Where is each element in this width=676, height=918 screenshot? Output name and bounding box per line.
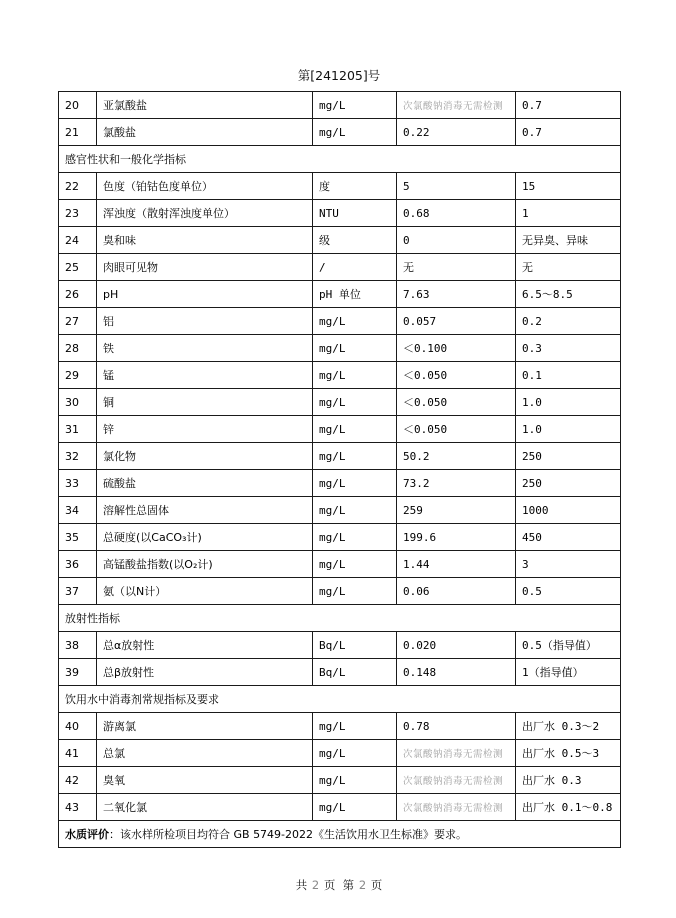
cell-value: ＜0.050 bbox=[397, 416, 516, 443]
cell-value: 1.44 bbox=[397, 551, 516, 578]
table-row bbox=[59, 767, 621, 794]
cell-no: 37 bbox=[59, 578, 97, 605]
cell-limit: 1.0 bbox=[516, 416, 621, 443]
cell-limit: 6.5～8.5 bbox=[516, 281, 621, 308]
table-row bbox=[59, 578, 621, 605]
cell-value: 0.68 bbox=[397, 200, 516, 227]
cell-limit: 出厂水 0.1～0.8 bbox=[516, 794, 621, 821]
cell-limit: 0.7 bbox=[516, 92, 621, 119]
table-row bbox=[59, 524, 621, 551]
cell-no: 41 bbox=[59, 740, 97, 767]
cell-limit: 1（指导值） bbox=[516, 659, 621, 686]
footer-current-label: 第 bbox=[342, 878, 355, 892]
table-row bbox=[59, 335, 621, 362]
cell-no: 30 bbox=[59, 389, 97, 416]
cell-value: 0.22 bbox=[397, 119, 516, 146]
cell-value: 0.020 bbox=[397, 632, 516, 659]
cell-name: 浑浊度（散射浑浊度单位） bbox=[97, 200, 313, 227]
cell-name: 总硬度(以CaCO₃计) bbox=[97, 524, 313, 551]
cell-name: 铝 bbox=[97, 308, 313, 335]
cell-value: 次氯酸钠消毒无需检测 bbox=[397, 740, 516, 767]
cell-limit: 出厂水 0.3 bbox=[516, 767, 621, 794]
cell-name: 锰 bbox=[97, 362, 313, 389]
section-row bbox=[59, 605, 621, 632]
cell-value: ＜0.050 bbox=[397, 362, 516, 389]
cell-no: 40 bbox=[59, 713, 97, 740]
footer-current-unit: 页 bbox=[370, 878, 383, 892]
cell-unit: mg/L bbox=[313, 497, 397, 524]
cell-name: 铜 bbox=[97, 389, 313, 416]
cell-value: ＜0.050 bbox=[397, 389, 516, 416]
cell-unit: mg/L bbox=[313, 794, 397, 821]
section-header: 感官性状和一般化学指标 bbox=[59, 146, 621, 173]
cell-name: 氯化物 bbox=[97, 443, 313, 470]
section-header: 放射性指标 bbox=[59, 605, 621, 632]
cell-value: 0 bbox=[397, 227, 516, 254]
cell-no: 43 bbox=[59, 794, 97, 821]
table-row bbox=[59, 416, 621, 443]
cell-name: 二氧化氯 bbox=[97, 794, 313, 821]
cell-no: 36 bbox=[59, 551, 97, 578]
cell-no: 42 bbox=[59, 767, 97, 794]
report-number: 第[241205]号 bbox=[297, 68, 381, 83]
evaluation-text: ：该水样所检项目均符合 GB 5749-2022《生活饮用水卫生标准》要求。 bbox=[109, 828, 468, 841]
cell-limit: 0.7 bbox=[516, 119, 621, 146]
cell-unit: mg/L bbox=[313, 767, 397, 794]
table-row bbox=[59, 308, 621, 335]
cell-no: 34 bbox=[59, 497, 97, 524]
cell-unit: Bq/L bbox=[313, 659, 397, 686]
cell-no: 29 bbox=[59, 362, 97, 389]
cell-limit: 0.2 bbox=[516, 308, 621, 335]
cell-unit: / bbox=[313, 254, 397, 281]
cell-value: 0.06 bbox=[397, 578, 516, 605]
cell-unit: Bq/L bbox=[313, 632, 397, 659]
table-row bbox=[59, 497, 621, 524]
table-row bbox=[59, 200, 621, 227]
table-row bbox=[59, 470, 621, 497]
cell-value: 5 bbox=[397, 173, 516, 200]
cell-unit: mg/L bbox=[313, 92, 397, 119]
cell-limit: 0.1 bbox=[516, 362, 621, 389]
cell-value: 7.63 bbox=[397, 281, 516, 308]
cell-no: 23 bbox=[59, 200, 97, 227]
table-row bbox=[59, 794, 621, 821]
table-row bbox=[59, 389, 621, 416]
cell-no: 27 bbox=[59, 308, 97, 335]
cell-unit: mg/L bbox=[313, 470, 397, 497]
cell-limit: 无异臭、异味 bbox=[516, 227, 621, 254]
cell-name: 游离氯 bbox=[97, 713, 313, 740]
cell-unit: mg/L bbox=[313, 119, 397, 146]
cell-unit: mg/L bbox=[313, 416, 397, 443]
cell-limit: 1 bbox=[516, 200, 621, 227]
results-table-body bbox=[59, 92, 621, 848]
table-row bbox=[59, 173, 621, 200]
cell-limit: 3 bbox=[516, 551, 621, 578]
cell-no: 35 bbox=[59, 524, 97, 551]
cell-name: 锌 bbox=[97, 416, 313, 443]
cell-name: 氯酸盐 bbox=[97, 119, 313, 146]
section-row bbox=[59, 146, 621, 173]
cell-no: 20 bbox=[59, 92, 97, 119]
cell-unit: mg/L bbox=[313, 740, 397, 767]
cell-no: 38 bbox=[59, 632, 97, 659]
cell-no: 28 bbox=[59, 335, 97, 362]
cell-unit: mg/L bbox=[313, 389, 397, 416]
cell-name: 肉眼可见物 bbox=[97, 254, 313, 281]
table-row bbox=[59, 713, 621, 740]
cell-value: 0.148 bbox=[397, 659, 516, 686]
table-row bbox=[59, 362, 621, 389]
cell-limit: 出厂水 0.3～2 bbox=[516, 713, 621, 740]
cell-unit: 级 bbox=[313, 227, 397, 254]
results-table bbox=[58, 91, 621, 848]
table-row bbox=[59, 227, 621, 254]
table-row bbox=[59, 659, 621, 686]
cell-unit: pH 单位 bbox=[313, 281, 397, 308]
cell-value: 50.2 bbox=[397, 443, 516, 470]
cell-no: 25 bbox=[59, 254, 97, 281]
table-row bbox=[59, 551, 621, 578]
cell-value: 259 bbox=[397, 497, 516, 524]
cell-limit: 0.3 bbox=[516, 335, 621, 362]
cell-name: 总β放射性 bbox=[97, 659, 313, 686]
cell-unit: 度 bbox=[313, 173, 397, 200]
footer-current-page: 2 bbox=[358, 878, 367, 892]
cell-unit: mg/L bbox=[313, 335, 397, 362]
table-row bbox=[59, 281, 621, 308]
cell-value: 次氯酸钠消毒无需检测 bbox=[397, 92, 516, 119]
cell-name: 氨（以N计） bbox=[97, 578, 313, 605]
table-row bbox=[59, 92, 621, 119]
cell-value: 73.2 bbox=[397, 470, 516, 497]
cell-value: 0.78 bbox=[397, 713, 516, 740]
cell-name: 总氯 bbox=[97, 740, 313, 767]
cell-value: 199.6 bbox=[397, 524, 516, 551]
cell-limit: 无 bbox=[516, 254, 621, 281]
cell-limit: 0.5 bbox=[516, 578, 621, 605]
cell-limit: 0.5（指导值） bbox=[516, 632, 621, 659]
cell-unit: NTU bbox=[313, 200, 397, 227]
table-row bbox=[59, 254, 621, 281]
cell-unit: mg/L bbox=[313, 308, 397, 335]
evaluation-cell bbox=[59, 821, 621, 848]
cell-name: 硫酸盐 bbox=[97, 470, 313, 497]
table-row bbox=[59, 632, 621, 659]
cell-unit: mg/L bbox=[313, 524, 397, 551]
footer-total-unit: 页 bbox=[323, 878, 336, 892]
cell-name: 总α放射性 bbox=[97, 632, 313, 659]
cell-limit: 出厂水 0.5～3 bbox=[516, 740, 621, 767]
cell-name: 铁 bbox=[97, 335, 313, 362]
cell-limit: 450 bbox=[516, 524, 621, 551]
cell-no: 22 bbox=[59, 173, 97, 200]
cell-limit: 15 bbox=[516, 173, 621, 200]
cell-name: pH bbox=[97, 281, 313, 308]
cell-no: 33 bbox=[59, 470, 97, 497]
cell-limit: 250 bbox=[516, 443, 621, 470]
cell-value: 次氯酸钠消毒无需检测 bbox=[397, 767, 516, 794]
cell-name: 高锰酸盐指数(以O₂计) bbox=[97, 551, 313, 578]
cell-name: 臭和味 bbox=[97, 227, 313, 254]
cell-no: 24 bbox=[59, 227, 97, 254]
section-row bbox=[59, 686, 621, 713]
page-footer bbox=[58, 877, 620, 893]
cell-no: 26 bbox=[59, 281, 97, 308]
section-header: 饮用水中消毒剂常规指标及要求 bbox=[59, 686, 621, 713]
cell-unit: mg/L bbox=[313, 578, 397, 605]
evaluation-row bbox=[59, 821, 621, 848]
cell-limit: 250 bbox=[516, 470, 621, 497]
cell-no: 39 bbox=[59, 659, 97, 686]
cell-name: 色度（铂钴色度单位） bbox=[97, 173, 313, 200]
cell-no: 21 bbox=[59, 119, 97, 146]
table-row bbox=[59, 119, 621, 146]
cell-name: 溶解性总固体 bbox=[97, 497, 313, 524]
cell-value: ＜0.100 bbox=[397, 335, 516, 362]
cell-unit: mg/L bbox=[313, 551, 397, 578]
cell-name: 臭氧 bbox=[97, 767, 313, 794]
cell-limit: 1.0 bbox=[516, 389, 621, 416]
cell-unit: mg/L bbox=[313, 443, 397, 470]
table-row bbox=[59, 443, 621, 470]
cell-no: 32 bbox=[59, 443, 97, 470]
cell-no: 31 bbox=[59, 416, 97, 443]
cell-value: 0.057 bbox=[397, 308, 516, 335]
cell-value: 无 bbox=[397, 254, 516, 281]
cell-unit: mg/L bbox=[313, 362, 397, 389]
cell-value: 次氯酸钠消毒无需检测 bbox=[397, 794, 516, 821]
table-row bbox=[59, 740, 621, 767]
cell-unit: mg/L bbox=[313, 713, 397, 740]
footer-total-label: 共 bbox=[295, 878, 308, 892]
cell-name: 亚氯酸盐 bbox=[97, 92, 313, 119]
cell-limit: 1000 bbox=[516, 497, 621, 524]
footer-total-pages: 2 bbox=[311, 878, 320, 892]
evaluation-label: 水质评价 bbox=[65, 828, 109, 841]
